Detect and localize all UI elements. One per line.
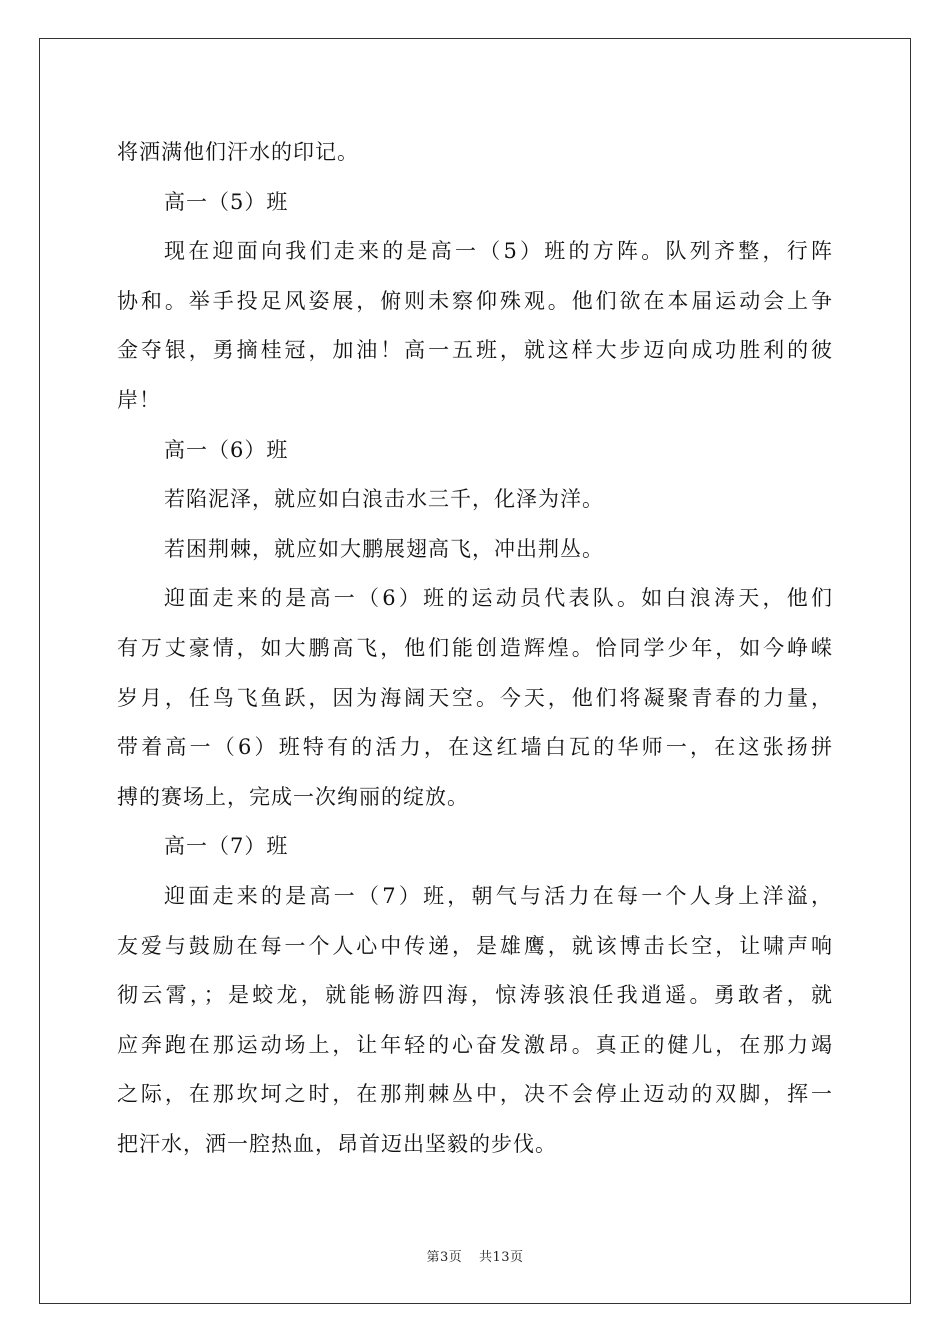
total-pages: 共13页: [478, 1250, 524, 1265]
text-line: 迎面走来的是高一（6）班的运动员代表队。如白浪涛天，他们: [164, 586, 833, 611]
text-line: 高一（5）班: [164, 189, 289, 214]
document-body: [117, 128, 833, 1169]
text-line: 现在迎面向我们走来的是高一（5）班的方阵。队列齐整，行阵: [164, 239, 833, 264]
text-line: 协和。举手投足风姿展，俯则未察仰殊观。他们欲在本届运动会上争: [117, 288, 833, 313]
text-line: 把汗水，洒一腔热血，昂首迈出坚毅的步伐。: [117, 1131, 557, 1156]
text-line: 之际，在那坎坷之时，在那荆棘丛中，决不会停止迈动的双脚，挥一: [117, 1082, 833, 1107]
page-footer: [0, 1246, 950, 1265]
text-line: 若困荆棘，就应如大鹏展翅高飞，冲出荆丛。: [164, 536, 604, 561]
text-line: 高一（7）班: [164, 834, 289, 859]
text-line: 友爱与鼓励在每一个人心中传递，是雄鹰，就该博击长空，让啸声响: [117, 933, 833, 958]
text-line: 带着高一（6）班特有的活力，在这红墙白瓦的华师一，在这张扬拼: [117, 735, 833, 760]
text-line: 金夺银，勇摘桂冠，加油！高一五班，就这样大步迈向成功胜利的彼: [117, 338, 833, 363]
page-number: 第3页: [426, 1250, 463, 1265]
text-line: 有万丈豪情，如大鹏高飞，他们能创造辉煌。恰同学少年，如今峥嵘: [117, 635, 833, 660]
text-line: 若陷泥泽，就应如白浪击水三千，化泽为洋。: [164, 487, 604, 512]
text-line: 搏的赛场上，完成一次绚丽的绽放。: [117, 784, 469, 809]
text-line: 岁月，任鸟飞鱼跃，因为海阔天空。今天，他们将凝聚青春的力量，: [117, 685, 833, 710]
text-line: 将洒满他们汗水的印记。: [117, 140, 359, 164]
text-line: 应奔跑在那运动场上，让年轻的心奋发激昂。真正的健儿，在那力竭: [117, 1032, 833, 1057]
text-line: 迎面走来的是高一（7）班，朝气与活力在每一个人身上洋溢，: [164, 883, 833, 908]
text-line: 高一（6）班: [164, 437, 289, 462]
text-line: 岸！: [117, 387, 161, 412]
text-line: 彻云霄，；是蛟龙，就能畅游四海，惊涛骇浪任我逍遥。勇敢者，就: [117, 983, 833, 1008]
